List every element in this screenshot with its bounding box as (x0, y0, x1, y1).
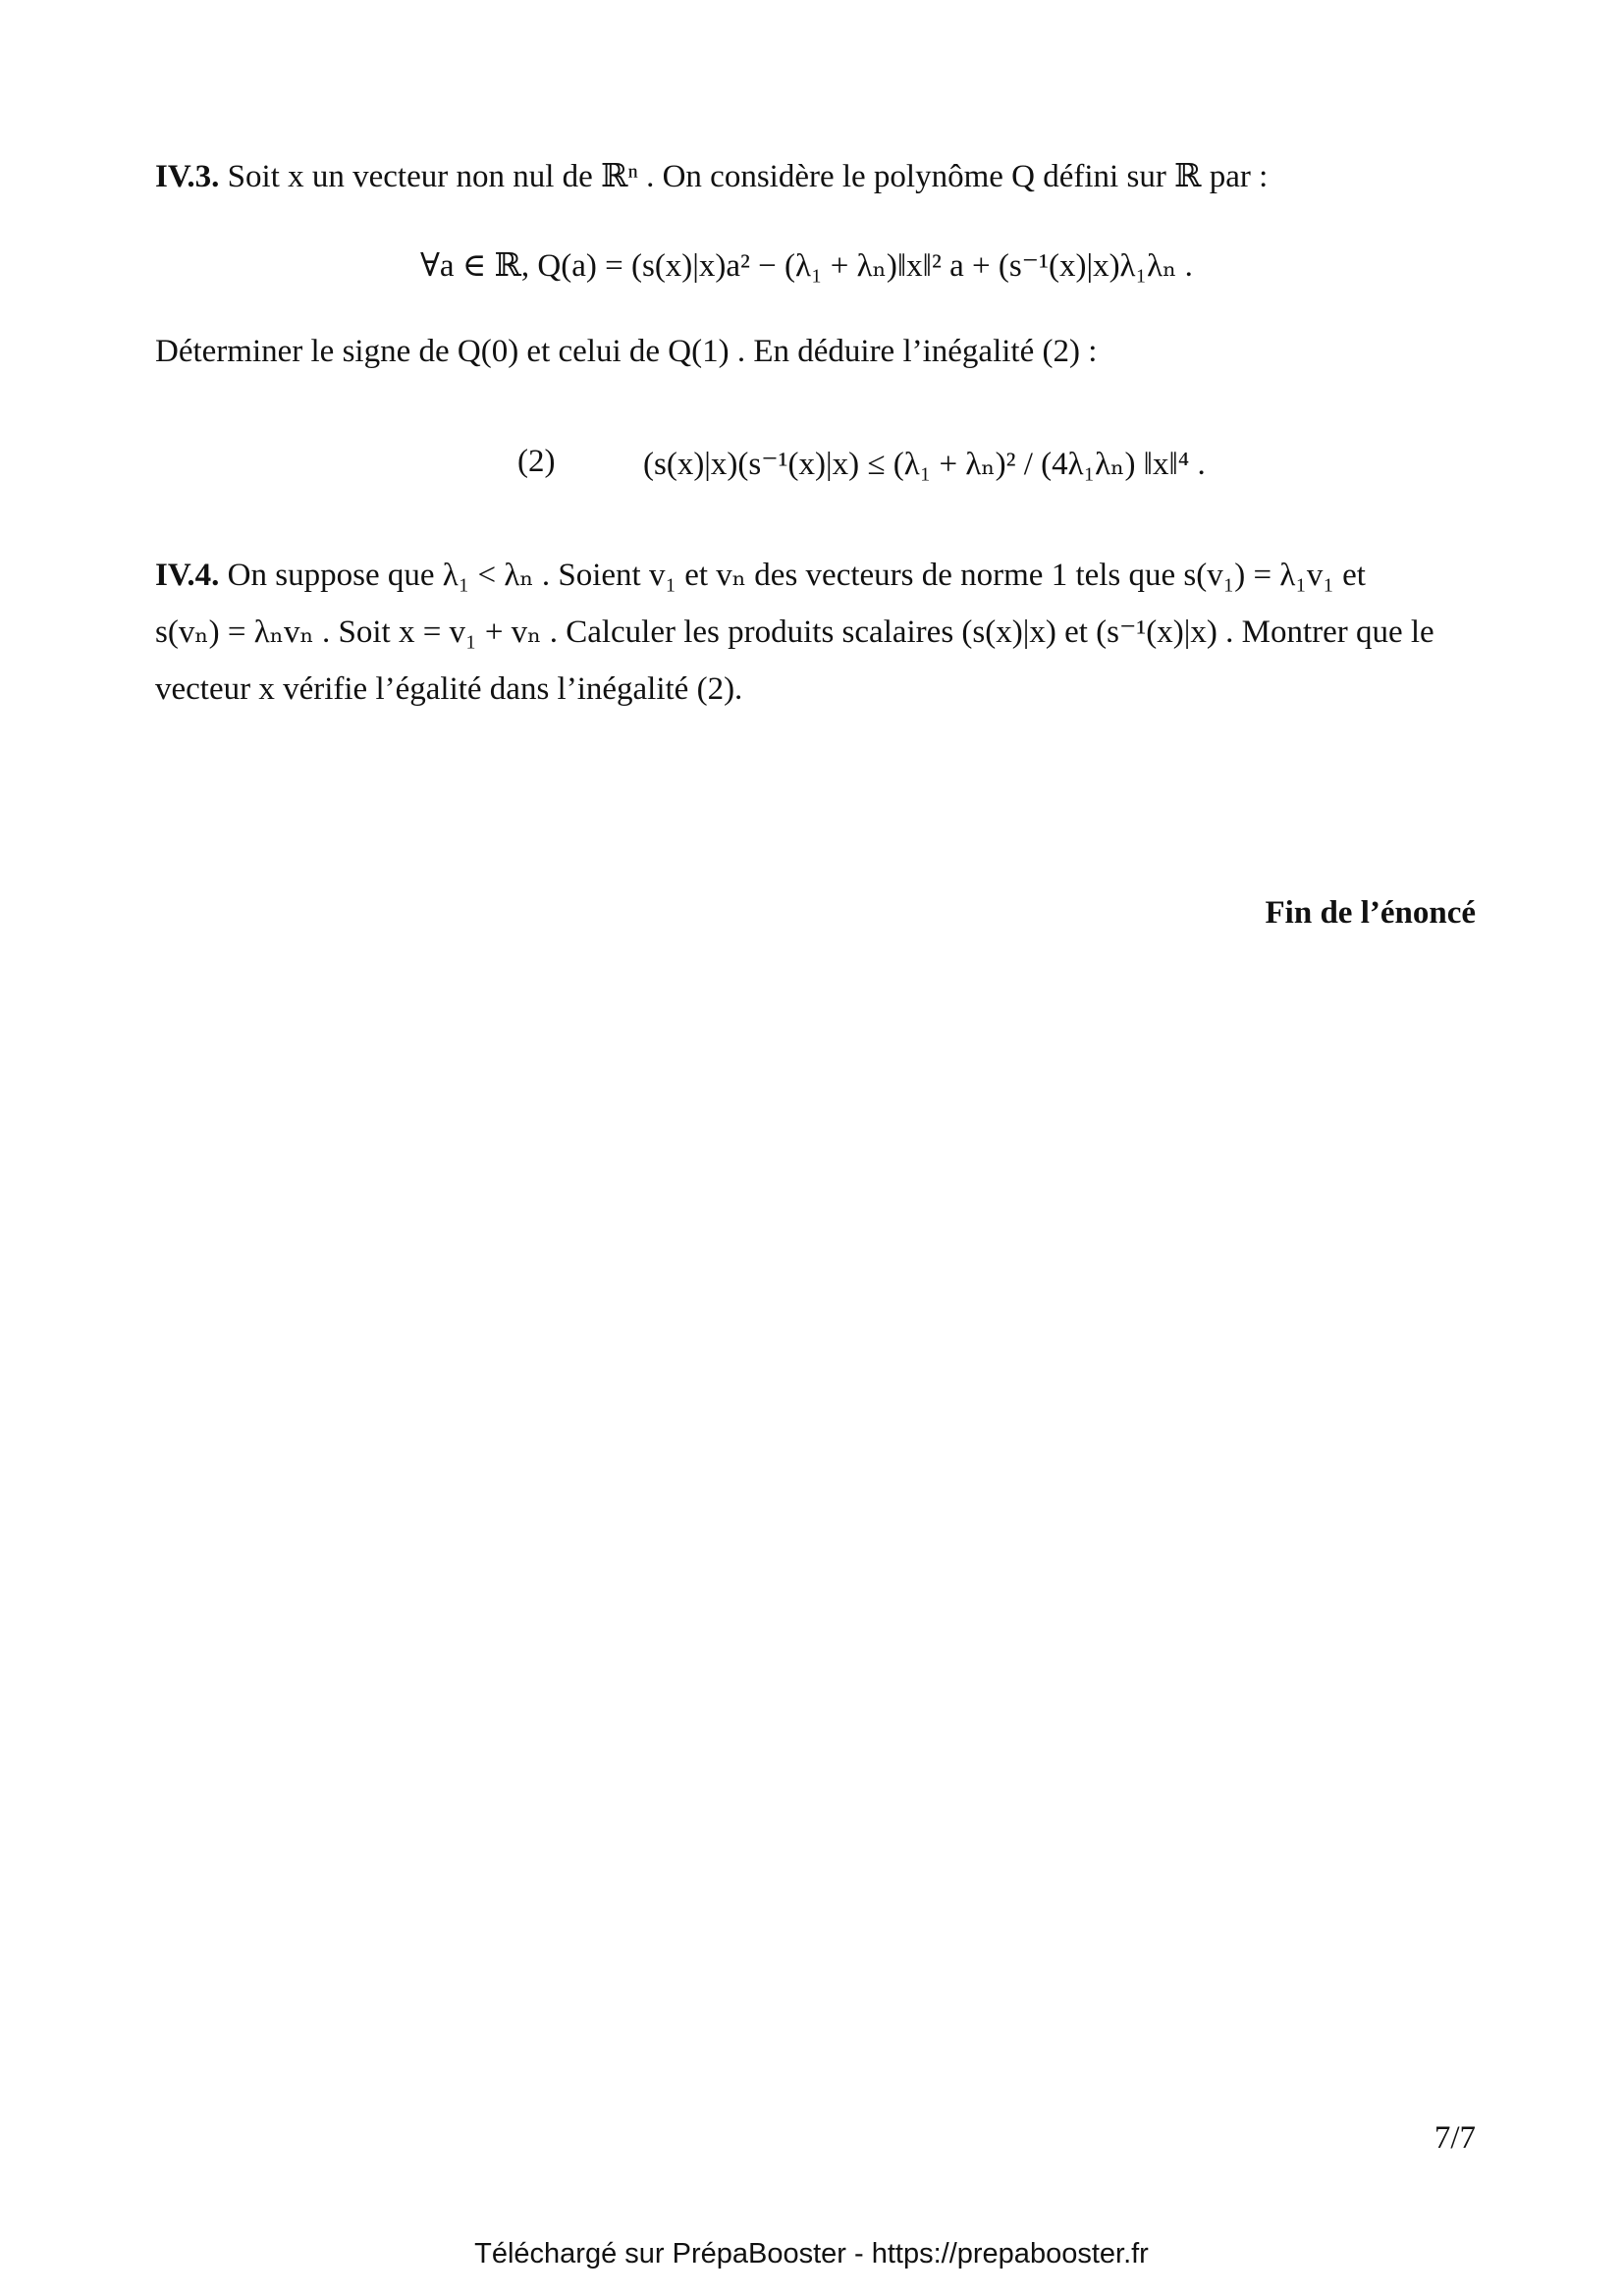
page-number (1434, 2120, 1476, 2157)
iv4-line-1-text: On suppose que λ₁ < λₙ . Soient v₁ et vₙ des vecteurs de norme 1 tels que s(v₁) = λ₁v₁ et (227, 558, 1366, 593)
iv4-line-2 (155, 616, 1434, 649)
iv3-label: IV.3. (155, 159, 220, 194)
inequality-2 (643, 444, 1206, 483)
iv3-intro (155, 161, 1268, 193)
iv4-label: IV.4. (155, 558, 220, 593)
iv4-line-3-text: vecteur x vérifie l’égalité dans l’inégalité (2). (155, 671, 743, 707)
iv3-question-text: Déterminer le signe de Q(0) et celui de Q(1) . En déduire l’inégalité (2) : (155, 334, 1098, 369)
iv4-line-3 (155, 673, 742, 706)
iv4-line-1 (155, 560, 1479, 592)
end-of-statement-text: Fin de l’énoncé (1265, 895, 1476, 931)
inequality-number-text: (2) (517, 444, 556, 479)
download-footer (0, 2238, 1623, 2270)
page-number-text: 7/7 (1434, 2120, 1476, 2156)
iv3-intro-text: Soit x un vecteur non nul de ℝⁿ . On considère le polynôme Q défini sur ℝ par : (227, 159, 1269, 194)
download-footer-text: Téléchargé sur PrépaBooster - https://prepabooster.fr (474, 2238, 1149, 2269)
inequality-number (517, 444, 555, 480)
formula-q-text: ∀a ∈ ℝ, Q(a) = (s(x)|x)a² − (λ₁ + λₙ)‖x‖² a + (s⁻¹(x)|x)λ₁λₙ . (420, 248, 1193, 284)
formula-q-definition (420, 245, 1193, 285)
inequality-2-text: (s(x)|x)(s⁻¹(x)|x) ≤ (λ₁ + λₙ)² / (4λ₁λₙ) ‖x‖⁴ . (643, 447, 1206, 482)
end-of-statement (1266, 895, 1476, 932)
iv4-line-2-text: s(vₙ) = λₙvₙ . Soit x = v₁ + vₙ . Calculer les produits scalaires (s(x)|x) et (s⁻¹(x)|x) . Montrer que le (155, 614, 1434, 650)
iv3-question (155, 336, 1097, 368)
